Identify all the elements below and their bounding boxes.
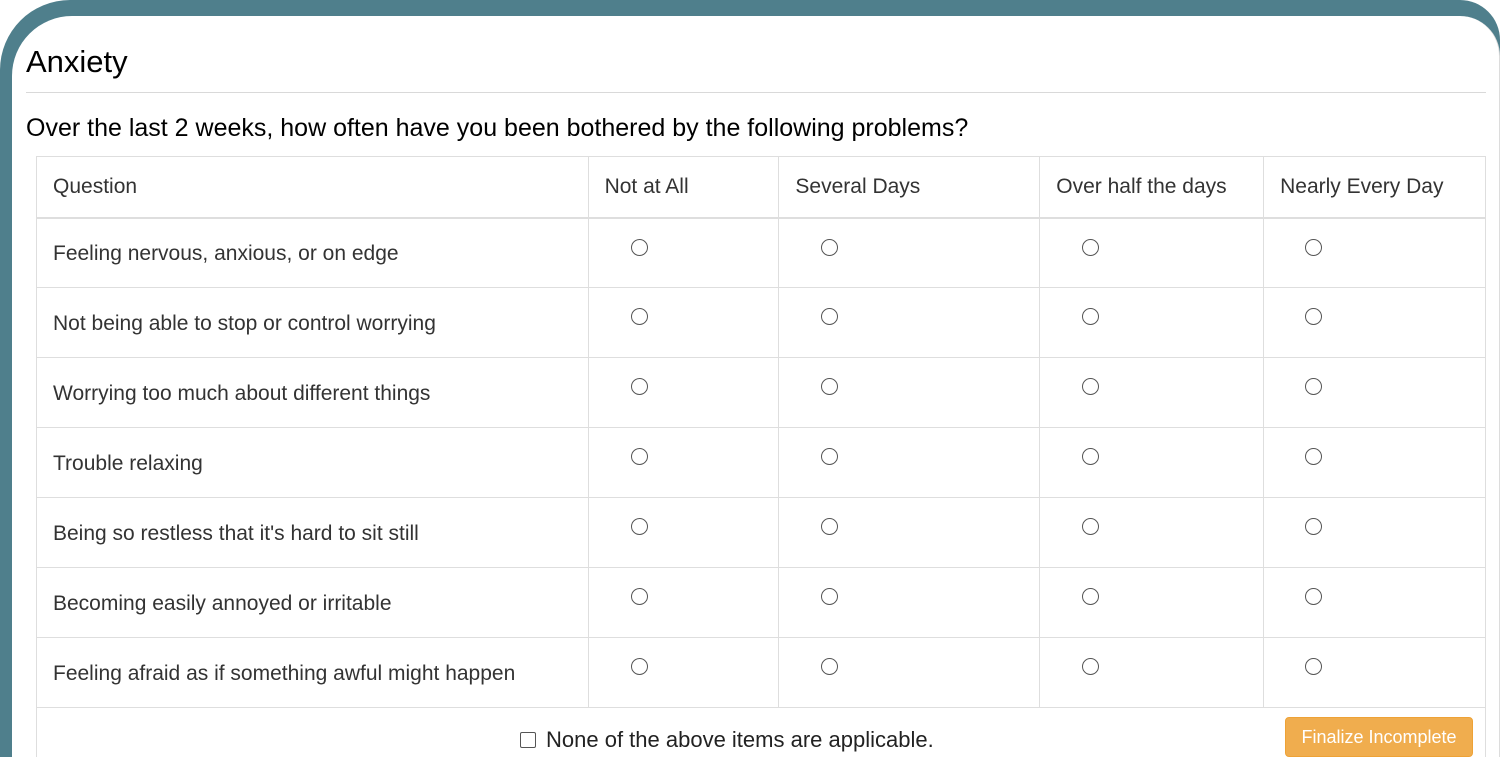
table-row [37,428,1486,498]
table-footer [36,707,1486,757]
option-cell [588,428,779,498]
option-cell [1264,428,1486,498]
option-cell [1040,218,1264,288]
radio-several-days[interactable] [821,658,838,675]
radio-over-half-the-days[interactable] [1082,658,1099,675]
option-cell [588,358,779,428]
option-cell [1040,428,1264,498]
table-row [37,568,1486,638]
radio-several-days[interactable] [821,378,838,395]
option-cell [779,428,1040,498]
option-cell [1040,638,1264,708]
option-cell [1264,638,1486,708]
radio-nearly-every-day[interactable] [1305,448,1322,465]
title-divider [26,92,1486,93]
radio-not-at-all[interactable] [631,308,648,325]
question-text: Being so restless that it's hard to sit still [37,498,589,568]
option-cell [1264,288,1486,358]
option-cell [1264,568,1486,638]
option-cell [1264,498,1486,568]
question-grid [36,156,1486,708]
radio-over-half-the-days[interactable] [1082,308,1099,325]
option-cell [1040,568,1264,638]
question-text: Becoming easily annoyed or irritable [37,568,589,638]
header-nearly-every-day: Nearly Every Day [1264,157,1486,218]
section-title: Anxiety [26,44,128,79]
radio-several-days[interactable] [821,518,838,535]
option-cell [1040,288,1264,358]
radio-nearly-every-day[interactable] [1305,239,1322,256]
question-text: Worrying too much about different things [37,358,589,428]
radio-over-half-the-days[interactable] [1082,239,1099,256]
radio-several-days[interactable] [821,308,838,325]
question-text: Feeling afraid as if something awful might happen [37,638,589,708]
option-cell [588,568,779,638]
radio-several-days[interactable] [821,588,838,605]
radio-not-at-all[interactable] [631,588,648,605]
table-row [37,358,1486,428]
option-cell [779,638,1040,708]
table-row [37,288,1486,358]
table-row [37,638,1486,708]
radio-over-half-the-days[interactable] [1082,448,1099,465]
table-row [37,498,1486,568]
option-cell [779,218,1040,288]
question-text: Feeling nervous, anxious, or on edge [37,218,589,288]
option-cell [1264,218,1486,288]
option-cell [1040,358,1264,428]
header-not-at-all: Not at All [588,157,779,218]
option-cell [588,498,779,568]
radio-not-at-all[interactable] [631,239,648,256]
radio-over-half-the-days[interactable] [1082,518,1099,535]
question-text: Not being able to stop or control worrying [37,288,589,358]
radio-nearly-every-day[interactable] [1305,308,1322,325]
header-several-days: Several Days [779,157,1040,218]
option-cell [779,358,1040,428]
none-applicable-label: None of the above items are applicable. [546,727,934,752]
radio-not-at-all[interactable] [631,658,648,675]
radio-nearly-every-day[interactable] [1305,518,1322,535]
option-cell [779,288,1040,358]
option-cell [1264,358,1486,428]
option-cell [588,218,779,288]
option-cell [588,638,779,708]
option-cell [588,288,779,358]
question-text: Trouble relaxing [37,428,589,498]
radio-nearly-every-day[interactable] [1305,378,1322,395]
radio-over-half-the-days[interactable] [1082,378,1099,395]
option-cell [1040,498,1264,568]
radio-nearly-every-day[interactable] [1305,658,1322,675]
header-question: Question [37,157,589,218]
none-applicable-option[interactable] [520,727,934,753]
header-over-half-the-days: Over half the days [1040,157,1264,218]
table-row [37,218,1486,288]
radio-not-at-all[interactable] [631,448,648,465]
radio-not-at-all[interactable] [631,378,648,395]
option-cell [779,568,1040,638]
option-cell [779,498,1040,568]
radio-several-days[interactable] [821,448,838,465]
finalize-incomplete-button[interactable]: Finalize Incomplete [1285,717,1473,757]
radio-several-days[interactable] [821,239,838,256]
header-row [37,157,1486,218]
none-applicable-checkbox[interactable] [520,732,536,748]
question-prompt: Over the last 2 weeks, how often have you been bothered by the following problems? [26,114,969,142]
radio-not-at-all[interactable] [631,518,648,535]
radio-nearly-every-day[interactable] [1305,588,1322,605]
radio-over-half-the-days[interactable] [1082,588,1099,605]
